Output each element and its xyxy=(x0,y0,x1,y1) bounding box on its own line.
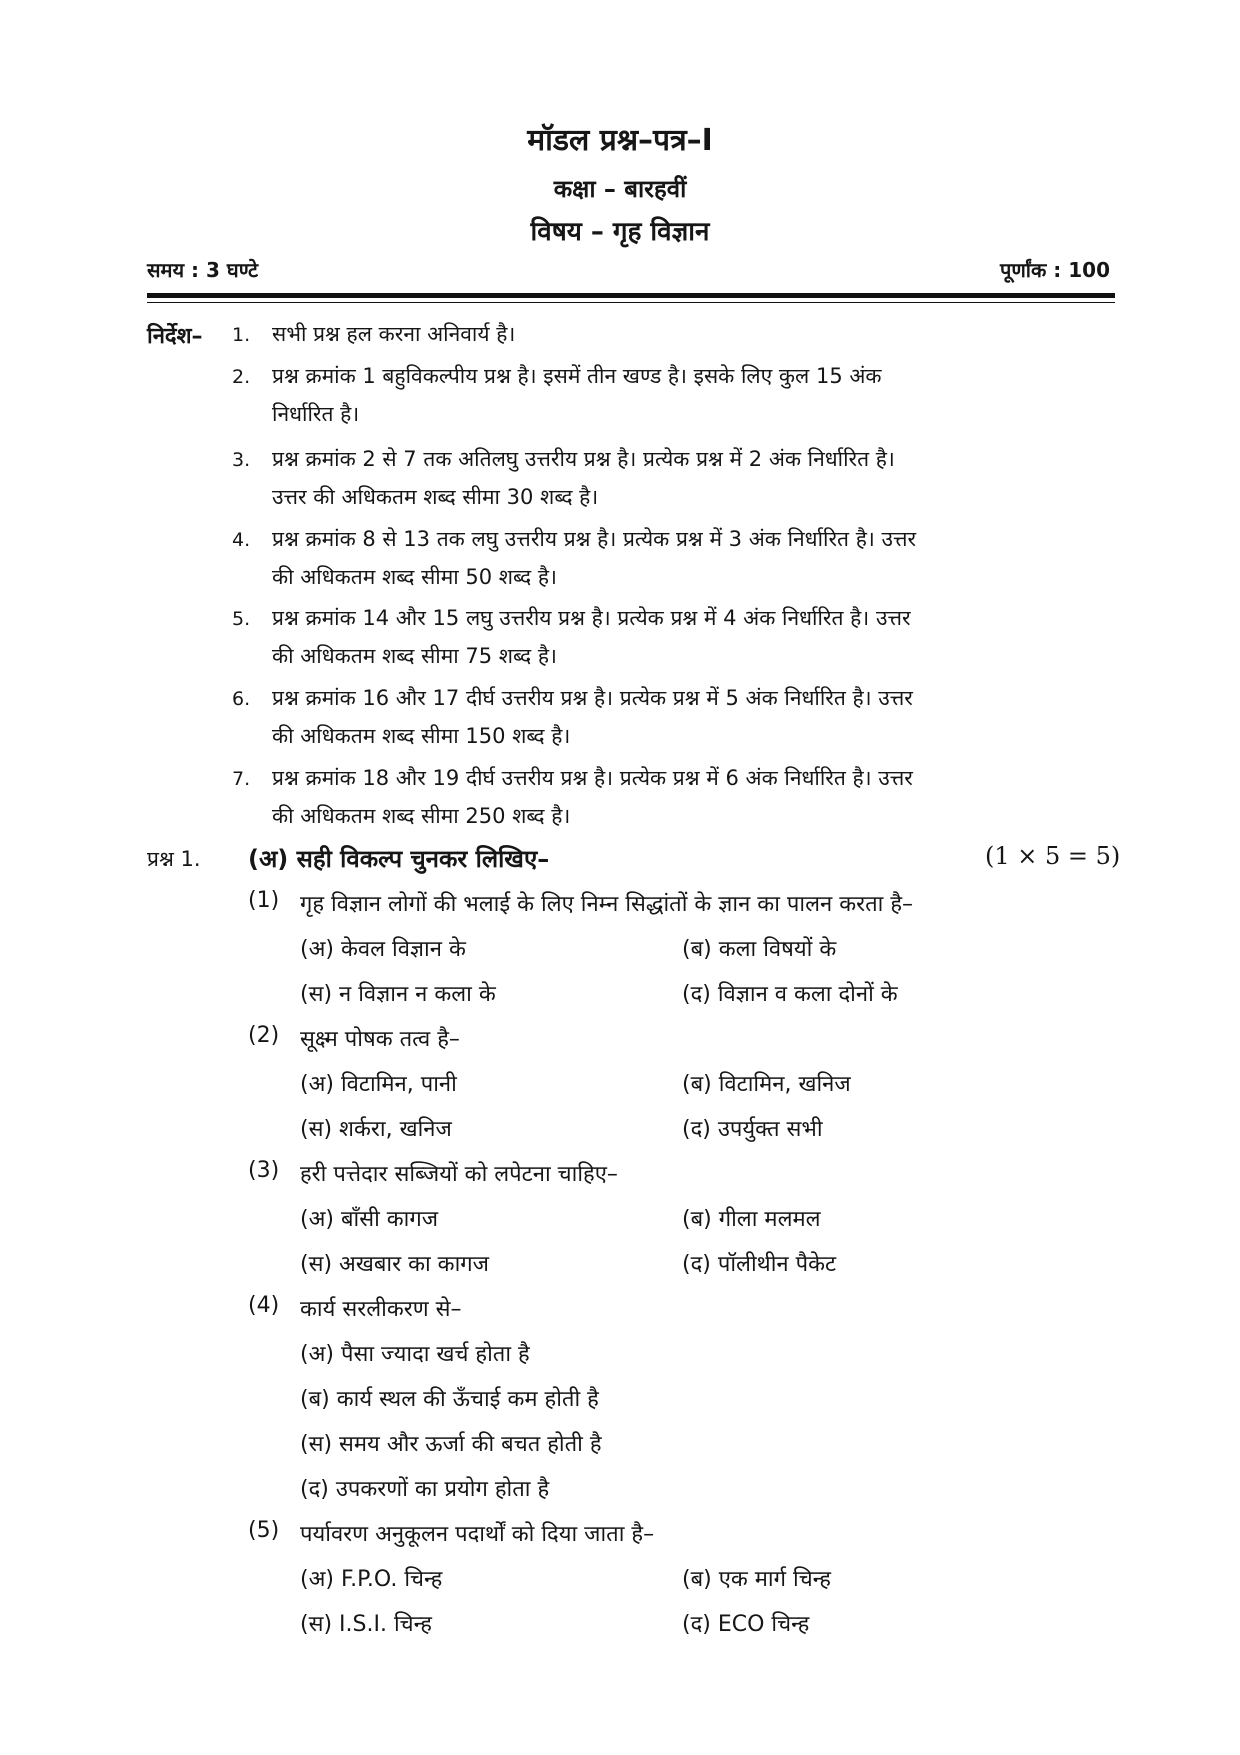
instruction-line: की अधिकतम शब्द सीमा 150 शब्द है। xyxy=(272,724,571,748)
instruction-number: 6. xyxy=(232,688,251,710)
sub-question-text: हरी पत्तेदार सब्जियों को लपेटना चाहिए– xyxy=(300,1162,618,1187)
option-c: (स) समय और ऊर्जा की बचत होती है xyxy=(300,1432,602,1457)
sub-question-number: (4) xyxy=(248,1293,280,1318)
header-rule-thin xyxy=(147,302,1115,303)
option-d: (द) ECO चिन्ह xyxy=(682,1612,810,1637)
class-line: कक्षा – बारहवीं xyxy=(553,175,687,203)
sub-question-number: (5) xyxy=(248,1518,280,1543)
sub-question-text: सूक्ष्म पोषक तत्व है– xyxy=(300,1027,460,1052)
instruction-line: की अधिकतम शब्द सीमा 75 शब्द है। xyxy=(272,644,557,668)
instruction-number: 7. xyxy=(232,768,251,790)
sub-question-number: (3) xyxy=(248,1158,280,1183)
option-a: (अ) F.P.O. चिन्ह xyxy=(300,1567,443,1592)
instruction-number: 4. xyxy=(232,529,251,551)
option-b: (ब) कार्य स्थल की ऊँचाई कम होती है xyxy=(300,1387,599,1412)
instruction-line: निर्धारित है। xyxy=(272,402,360,426)
instruction-line: प्रश्न क्रमांक 1 बहुविकल्पीय प्रश्न है। इसमें तीन खण्ड है। इसके लिए कुल 15 अंक xyxy=(272,364,882,388)
sub-question-text: पर्यावरण अनुकूलन पदार्थों को दिया जाता है– xyxy=(300,1522,655,1547)
instruction-line: की अधिकतम शब्द सीमा 50 शब्द है। xyxy=(272,565,557,589)
question-heading: (अ) सही विकल्प चुनकर लिखिए– xyxy=(248,845,550,873)
paper-title: मॉडल प्रश्न–पत्र–I xyxy=(527,123,713,158)
max-marks: पूर्णांक : 100 xyxy=(999,258,1110,282)
option-a: (अ) बाँसी कागज xyxy=(300,1207,439,1232)
option-c: (स) अखबार का कागज xyxy=(300,1252,489,1277)
option-b: (ब) विटामिन, खनिज xyxy=(682,1072,851,1097)
instruction-line: प्रश्न क्रमांक 18 और 19 दीर्घ उत्तरीय प्रश्न है। प्रत्येक प्रश्न में 6 अंक निर्धारित है। उत्तर xyxy=(272,766,913,790)
option-d: (द) विज्ञान व कला दोनों के xyxy=(682,982,898,1007)
option-b: (ब) गीला मलमल xyxy=(682,1207,821,1232)
sub-question-text: कार्य सरलीकरण से– xyxy=(300,1297,462,1322)
option-a: (अ) पैसा ज्यादा खर्च होता है xyxy=(300,1342,530,1367)
option-d: (द) उपकरणों का प्रयोग होता है xyxy=(300,1477,550,1502)
header-rule-thick xyxy=(147,293,1115,298)
option-c: (स) I.S.I. चिन्ह xyxy=(300,1612,432,1637)
instruction-line: प्रश्न क्रमांक 14 और 15 लघु उत्तरीय प्रश्न है। प्रत्येक प्रश्न में 4 अंक निर्धारित है। उत्तर xyxy=(272,606,911,630)
subject-line: विषय – गृह विज्ञान xyxy=(530,217,710,247)
instruction-number: 1. xyxy=(232,324,251,346)
option-c: (स) न विज्ञान न कला के xyxy=(300,982,496,1007)
instruction-line: सभी प्रश्न हल करना अनिवार्य है। xyxy=(272,322,516,346)
option-a: (अ) केवल विज्ञान के xyxy=(300,937,466,962)
sub-question-number: (1) xyxy=(248,888,280,913)
instruction-line: प्रश्न क्रमांक 2 से 7 तक अतिलघु उत्तरीय प्रश्न है। प्रत्येक प्रश्न में 2 अंक निर्धारित है। xyxy=(272,447,895,471)
question-label: प्रश्न 1. xyxy=(147,847,201,871)
instructions-label: निर्देश– xyxy=(147,324,203,349)
instruction-line: की अधिकतम शब्द सीमा 250 शब्द है। xyxy=(272,804,571,828)
option-a: (अ) विटामिन, पानी xyxy=(300,1072,457,1097)
option-d: (द) पॉलीथीन पैकेट xyxy=(682,1252,837,1277)
option-b: (ब) एक मार्ग चिन्ह xyxy=(682,1567,831,1592)
instruction-line: उत्तर की अधिकतम शब्द सीमा 30 शब्द है। xyxy=(272,485,599,509)
instruction-number: 2. xyxy=(232,366,251,388)
instruction-number: 3. xyxy=(232,449,251,471)
instruction-line: प्रश्न क्रमांक 8 से 13 तक लघु उत्तरीय प्रश्न है। प्रत्येक प्रश्न में 3 अंक निर्धारित है। उत्तर xyxy=(272,527,917,551)
option-b: (ब) कला विषयों के xyxy=(682,937,837,962)
time-allowed: समय : 3 घण्टे xyxy=(147,258,259,282)
sub-question-text: गृह विज्ञान लोगों की भलाई के लिए निम्न सिद्धांतों के ज्ञान का पालन करता है– xyxy=(300,892,914,917)
option-d: (द) उपर्युक्त सभी xyxy=(682,1117,823,1142)
option-c: (स) शर्करा, खनिज xyxy=(300,1117,452,1142)
sub-question-number: (2) xyxy=(248,1023,280,1048)
question-marks: (1 × 5 = 5) xyxy=(985,842,1121,870)
instruction-line: प्रश्न क्रमांक 16 और 17 दीर्घ उत्तरीय प्रश्न है। प्रत्येक प्रश्न में 5 अंक निर्धारित है। उत्तर xyxy=(272,686,913,710)
instruction-number: 5. xyxy=(232,608,251,630)
